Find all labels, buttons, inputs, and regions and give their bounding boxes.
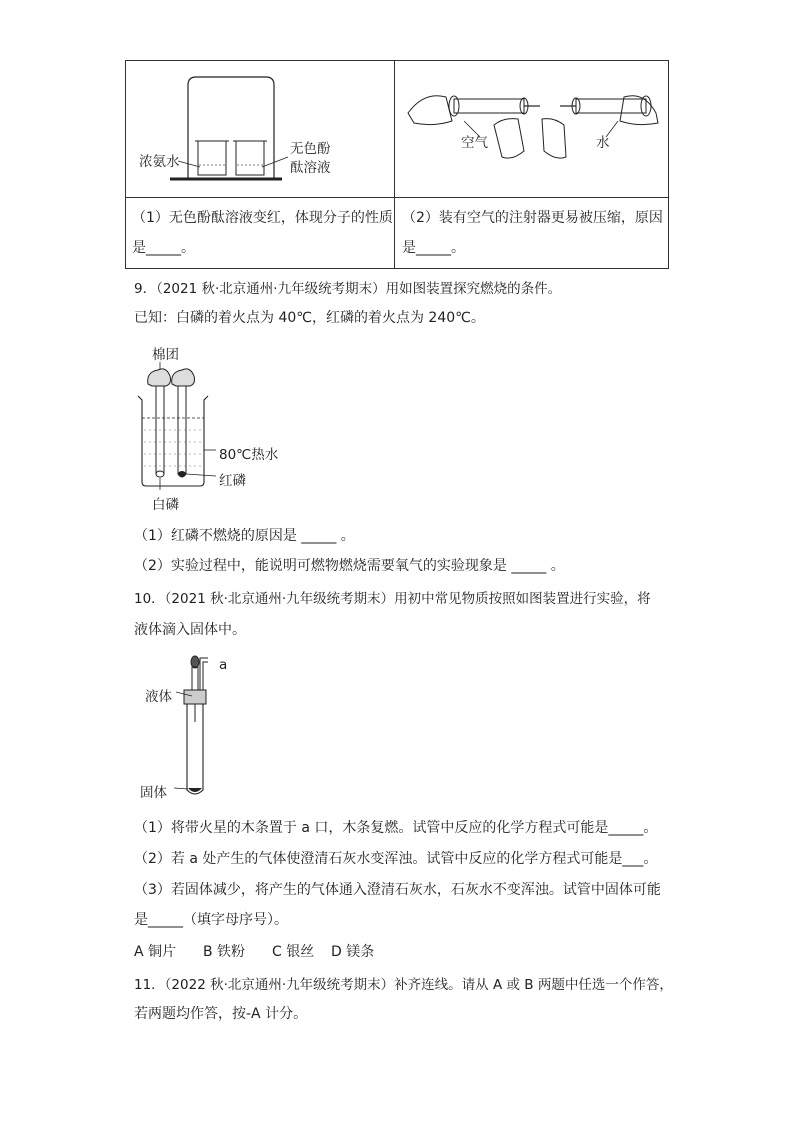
solid-label: 固体	[140, 785, 167, 801]
table-divider-horizontal	[126, 197, 668, 198]
syringe-figure	[394, 61, 670, 197]
q10-option-c: C 银丝	[272, 944, 315, 960]
table-q1-line1: （1）无色酚酞溶液变红，体现分子的性质	[132, 210, 393, 226]
phenolphthalein-label-line1: 无色酚	[290, 141, 331, 157]
q9-sub2: （2）实验过程中，能说明可燃物燃烧需要氧气的实验现象是 _____ 。	[134, 558, 565, 574]
liquid-label: 液体	[145, 689, 172, 705]
bell-jar-figure	[126, 61, 394, 197]
q10-sub3-line2: 是_____（填字母序号）。	[134, 912, 288, 928]
q11-line1: 11．（2022 秋·北京通州·九年级统考期末）补齐连线。请从 A 或 B 两题中任选一个作答，	[134, 977, 673, 993]
table-q2-line2: 是_____。	[402, 240, 465, 256]
hot-water-label: 80℃热水	[219, 447, 279, 463]
q10-sub1: （1）将带火星的木条置于 a 口，木条复燃。试管中反应的化学方程式可能是_____。	[134, 820, 658, 836]
table-q1-line2: 是_____。	[132, 240, 195, 256]
q10-sub3-line1: （3）若固体减少，将产生的气体通入澄清石灰水，石灰水不变浑浊。试管中固体可能	[134, 882, 661, 898]
air-label: 空气	[461, 135, 488, 151]
experiment-table	[125, 60, 669, 269]
q10-title-line2: 液体滴入固体中。	[134, 622, 246, 638]
q9-title: 9．（2021 秋·北京通州·九年级统考期末）用如图装置探究燃烧的条件。	[134, 281, 562, 297]
q10-title-line1: 10．（2021 秋·北京通州·九年级统考期末）用初中常见物质按照如图装置进行实验，将	[134, 591, 651, 607]
q10-sub2: （2）若 a 处产生的气体使澄清石灰水变浑浊。试管中反应的化学方程式可能是___。	[134, 851, 658, 867]
q9-known: 已知：白磷的着火点为 40℃，红磷的着火点为 240℃。	[134, 310, 485, 326]
q10-option-d: D 镁条	[331, 944, 375, 960]
q10-option-a: A 铜片	[134, 944, 177, 960]
phenolphthalein-label-line2: 酞溶液	[290, 160, 331, 176]
combustion-figure	[130, 340, 290, 510]
red-phosphorus-label: 红磷	[219, 473, 246, 489]
water-label: 水	[596, 135, 610, 151]
cotton-label: 棉团	[152, 347, 179, 363]
white-phosphorus-label: 白磷	[152, 497, 179, 513]
q10-option-b: B 铁粉	[203, 944, 246, 960]
q9-sub1: （1）红磷不燃烧的原因是 _____ 。	[134, 528, 355, 544]
table-q2-line1: （2）装有空气的注射器更易被压缩，原因	[402, 210, 663, 226]
ammonia-label: 浓氨水	[139, 154, 180, 170]
q11-line2: 若两题均作答，按-A 计分。	[134, 1006, 308, 1022]
outlet-a-label: a	[219, 657, 228, 673]
